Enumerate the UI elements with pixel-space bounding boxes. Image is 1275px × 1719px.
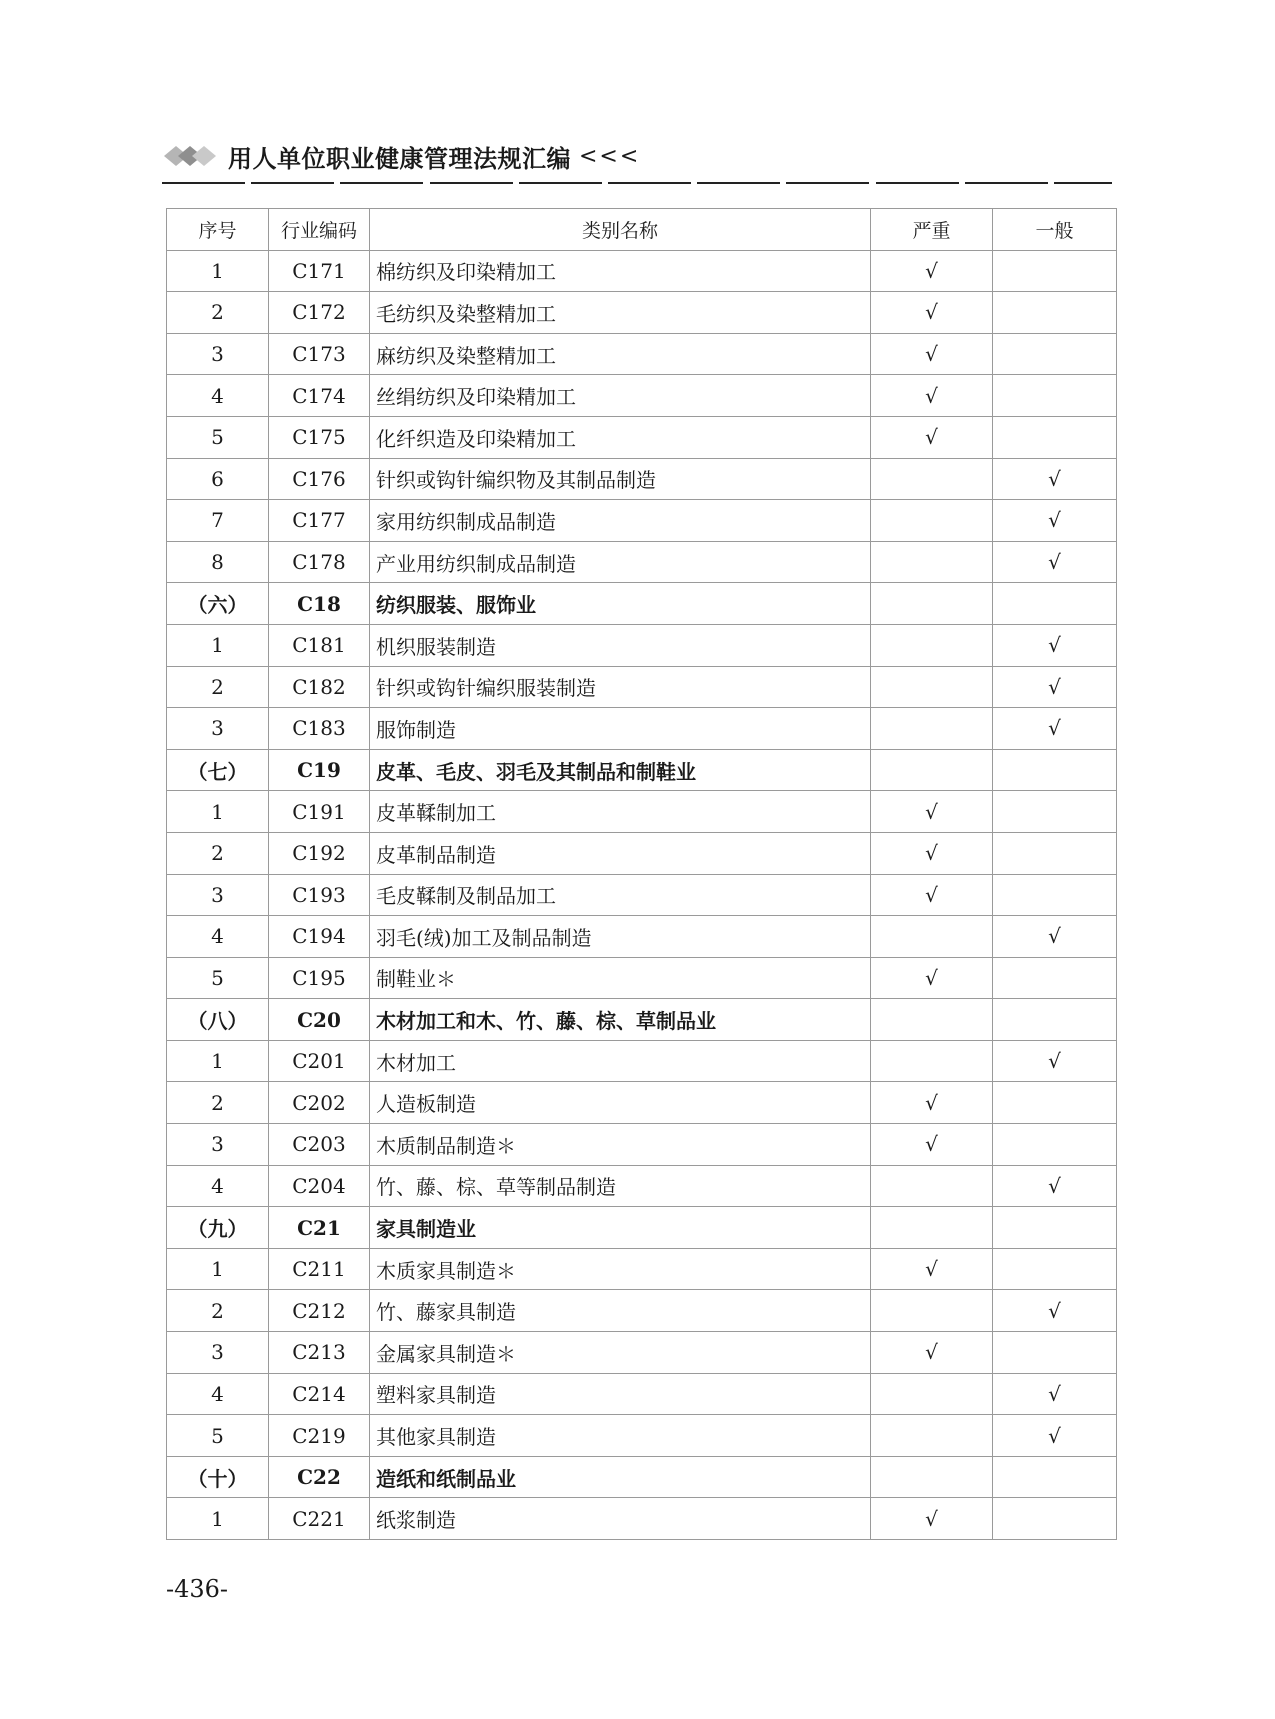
table-row <box>167 250 1117 292</box>
industry-code: C203 <box>269 1124 370 1166</box>
industry-code: C202 <box>269 1082 370 1124</box>
row-index: （九） <box>167 1207 269 1249</box>
category-name: 人造板制造 <box>370 1082 871 1124</box>
table-row <box>167 1332 1117 1374</box>
row-index: 5 <box>167 1415 269 1457</box>
severe-mark <box>871 1040 993 1082</box>
title-arrows: <<< <box>579 143 641 169</box>
general-mark <box>993 832 1117 874</box>
severe-mark <box>871 1415 993 1457</box>
severe-mark <box>871 500 993 542</box>
severe-mark: √ <box>871 416 993 458</box>
severe-mark: √ <box>871 832 993 874</box>
section-row <box>167 1207 1117 1249</box>
table-row <box>167 1290 1117 1332</box>
category-name: 木材加工 <box>370 1040 871 1082</box>
severe-mark: √ <box>871 1124 993 1166</box>
severe-mark: √ <box>871 375 993 417</box>
category-name: 制鞋业＊ <box>370 957 871 999</box>
row-index: 7 <box>167 500 269 542</box>
industry-code: C22 <box>269 1456 370 1498</box>
col-header-code: 行业编码 <box>269 209 370 251</box>
general-mark: √ <box>993 1290 1117 1332</box>
row-index: 5 <box>167 957 269 999</box>
category-name: 造纸和纸制品业 <box>370 1456 871 1498</box>
category-name: 羽毛(绒)加工及制品制造 <box>370 916 871 958</box>
industry-code: C191 <box>269 791 370 833</box>
row-index: 1 <box>167 1248 269 1290</box>
table-row <box>167 708 1117 750</box>
col-header-general: 一般 <box>993 209 1117 251</box>
industry-code: C193 <box>269 874 370 916</box>
severe-mark <box>871 749 993 791</box>
general-mark: √ <box>993 500 1117 542</box>
general-mark: √ <box>993 1165 1117 1207</box>
section-row <box>167 999 1117 1041</box>
table-row <box>167 458 1117 500</box>
table-row <box>167 624 1117 666</box>
industry-code: C181 <box>269 624 370 666</box>
severe-mark: √ <box>871 250 993 292</box>
general-mark <box>993 1456 1117 1498</box>
industry-code: C214 <box>269 1373 370 1415</box>
category-name: 麻纺织及染整精加工 <box>370 333 871 375</box>
section-row <box>167 749 1117 791</box>
table-row <box>167 1248 1117 1290</box>
severe-mark <box>871 1165 993 1207</box>
row-index: 2 <box>167 1290 269 1332</box>
general-mark <box>993 333 1117 375</box>
category-name: 木质家具制造＊ <box>370 1248 871 1290</box>
general-mark <box>993 583 1117 625</box>
industry-code: C194 <box>269 916 370 958</box>
table-row <box>167 292 1117 334</box>
category-name: 皮革制品制造 <box>370 832 871 874</box>
industry-code: C178 <box>269 541 370 583</box>
category-name: 家具制造业 <box>370 1207 871 1249</box>
category-name: 纺织服装、服饰业 <box>370 583 871 625</box>
row-index: 2 <box>167 666 269 708</box>
severe-mark: √ <box>871 1332 993 1374</box>
industry-code: C172 <box>269 292 370 334</box>
table-row <box>167 791 1117 833</box>
general-mark <box>993 999 1117 1041</box>
section-row <box>167 1456 1117 1498</box>
row-index: 1 <box>167 624 269 666</box>
industry-code: C18 <box>269 583 370 625</box>
table-row <box>167 957 1117 999</box>
severe-mark: √ <box>871 957 993 999</box>
row-index: 4 <box>167 916 269 958</box>
general-mark: √ <box>993 916 1117 958</box>
industry-code: C204 <box>269 1165 370 1207</box>
table-header-row <box>167 209 1117 251</box>
severe-mark <box>871 541 993 583</box>
col-header-name: 类别名称 <box>370 209 871 251</box>
general-mark: √ <box>993 1040 1117 1082</box>
general-mark: √ <box>993 1415 1117 1457</box>
category-name: 化纤织造及印染精加工 <box>370 416 871 458</box>
category-name: 木质制品制造＊ <box>370 1124 871 1166</box>
table-row <box>167 416 1117 458</box>
general-mark <box>993 1082 1117 1124</box>
row-index: 2 <box>167 292 269 334</box>
row-index: 2 <box>167 832 269 874</box>
severe-mark <box>871 624 993 666</box>
industry-code: C21 <box>269 1207 370 1249</box>
row-index: 3 <box>167 333 269 375</box>
page-header <box>162 138 640 174</box>
general-mark <box>993 292 1117 334</box>
category-name: 竹、藤、棕、草等制品制造 <box>370 1165 871 1207</box>
col-header-severe: 严重 <box>871 209 993 251</box>
row-index: 3 <box>167 708 269 750</box>
section-row <box>167 583 1117 625</box>
general-mark <box>993 1207 1117 1249</box>
general-mark <box>993 1498 1117 1540</box>
industry-code: C20 <box>269 999 370 1041</box>
category-name: 木材加工和木、竹、藤、棕、草制品业 <box>370 999 871 1041</box>
industry-code: C182 <box>269 666 370 708</box>
row-index: 3 <box>167 1332 269 1374</box>
diamond-logo-icon <box>162 141 222 171</box>
table-row <box>167 1040 1117 1082</box>
general-mark <box>993 250 1117 292</box>
row-index: 4 <box>167 375 269 417</box>
severe-mark: √ <box>871 1498 993 1540</box>
table-row <box>167 1373 1117 1415</box>
severe-mark <box>871 458 993 500</box>
row-index: 8 <box>167 541 269 583</box>
category-name: 纸浆制造 <box>370 1498 871 1540</box>
row-index: 4 <box>167 1373 269 1415</box>
table-row <box>167 916 1117 958</box>
severe-mark <box>871 916 993 958</box>
general-mark: √ <box>993 458 1117 500</box>
col-header-index: 序号 <box>167 209 269 251</box>
page-number: -436- <box>166 1575 229 1603</box>
row-index: （八） <box>167 999 269 1041</box>
severe-mark <box>871 1207 993 1249</box>
general-mark <box>993 749 1117 791</box>
table-row <box>167 500 1117 542</box>
general-mark <box>993 874 1117 916</box>
general-mark: √ <box>993 624 1117 666</box>
industry-code: C19 <box>269 749 370 791</box>
book-title: 用人单位职业健康管理法规汇编 <box>228 144 571 173</box>
industry-code: C192 <box>269 832 370 874</box>
severe-mark <box>871 708 993 750</box>
general-mark: √ <box>993 541 1117 583</box>
general-mark <box>993 791 1117 833</box>
category-name: 竹、藤家具制造 <box>370 1290 871 1332</box>
table-row <box>167 1082 1117 1124</box>
row-index: 1 <box>167 1498 269 1540</box>
row-index: 1 <box>167 250 269 292</box>
severe-mark <box>871 1290 993 1332</box>
industry-code: C211 <box>269 1248 370 1290</box>
row-index: 3 <box>167 1124 269 1166</box>
table-row <box>167 1124 1117 1166</box>
row-index: 1 <box>167 1040 269 1082</box>
row-index: 1 <box>167 791 269 833</box>
general-mark <box>993 957 1117 999</box>
industry-code: C174 <box>269 375 370 417</box>
industry-code: C212 <box>269 1290 370 1332</box>
category-name: 皮革、毛皮、羽毛及其制品和制鞋业 <box>370 749 871 791</box>
row-index: （六） <box>167 583 269 625</box>
category-name: 服饰制造 <box>370 708 871 750</box>
table-row <box>167 1498 1117 1540</box>
category-name: 机织服装制造 <box>370 624 871 666</box>
industry-code: C213 <box>269 1332 370 1374</box>
general-mark: √ <box>993 1373 1117 1415</box>
table-row <box>167 333 1117 375</box>
table-row <box>167 541 1117 583</box>
table-row <box>167 375 1117 417</box>
severe-mark <box>871 583 993 625</box>
severe-mark: √ <box>871 874 993 916</box>
severe-mark: √ <box>871 1082 993 1124</box>
row-index: （七） <box>167 749 269 791</box>
industry-code: C195 <box>269 957 370 999</box>
category-name: 针织或钩针编织物及其制品制造 <box>370 458 871 500</box>
category-name: 针织或钩针编织服装制造 <box>370 666 871 708</box>
category-name: 毛纺织及染整精加工 <box>370 292 871 334</box>
row-index: 2 <box>167 1082 269 1124</box>
table-row <box>167 1415 1117 1457</box>
row-index: 6 <box>167 458 269 500</box>
severe-mark: √ <box>871 333 993 375</box>
table-row <box>167 1165 1117 1207</box>
table-row <box>167 874 1117 916</box>
category-name: 家用纺织制成品制造 <box>370 500 871 542</box>
category-name: 棉纺织及印染精加工 <box>370 250 871 292</box>
severe-mark <box>871 1373 993 1415</box>
severe-mark: √ <box>871 791 993 833</box>
general-mark <box>993 416 1117 458</box>
general-mark <box>993 1124 1117 1166</box>
general-mark: √ <box>993 666 1117 708</box>
industry-code: C173 <box>269 333 370 375</box>
industry-code: C201 <box>269 1040 370 1082</box>
category-name: 金属家具制造＊ <box>370 1332 871 1374</box>
category-name: 其他家具制造 <box>370 1415 871 1457</box>
general-mark <box>993 1332 1117 1374</box>
industry-code: C171 <box>269 250 370 292</box>
general-mark: √ <box>993 708 1117 750</box>
industry-code: C175 <box>269 416 370 458</box>
industry-code: C221 <box>269 1498 370 1540</box>
industry-code: C177 <box>269 500 370 542</box>
general-mark <box>993 375 1117 417</box>
row-index: 3 <box>167 874 269 916</box>
industry-code: C183 <box>269 708 370 750</box>
table-row <box>167 666 1117 708</box>
industry-code: C219 <box>269 1415 370 1457</box>
category-name: 塑料家具制造 <box>370 1373 871 1415</box>
header-rule <box>162 182 1112 184</box>
severe-mark: √ <box>871 1248 993 1290</box>
severe-mark: √ <box>871 292 993 334</box>
category-name: 丝绢纺织及印染精加工 <box>370 375 871 417</box>
row-index: （十） <box>167 1456 269 1498</box>
category-name: 毛皮鞣制及制品加工 <box>370 874 871 916</box>
category-name: 皮革鞣制加工 <box>370 791 871 833</box>
general-mark <box>993 1248 1117 1290</box>
industry-code: C176 <box>269 458 370 500</box>
row-index: 4 <box>167 1165 269 1207</box>
row-index: 5 <box>167 416 269 458</box>
industry-table <box>166 208 1117 1540</box>
table-row <box>167 832 1117 874</box>
severe-mark <box>871 1456 993 1498</box>
severe-mark <box>871 999 993 1041</box>
category-name: 产业用纺织制成品制造 <box>370 541 871 583</box>
severe-mark <box>871 666 993 708</box>
